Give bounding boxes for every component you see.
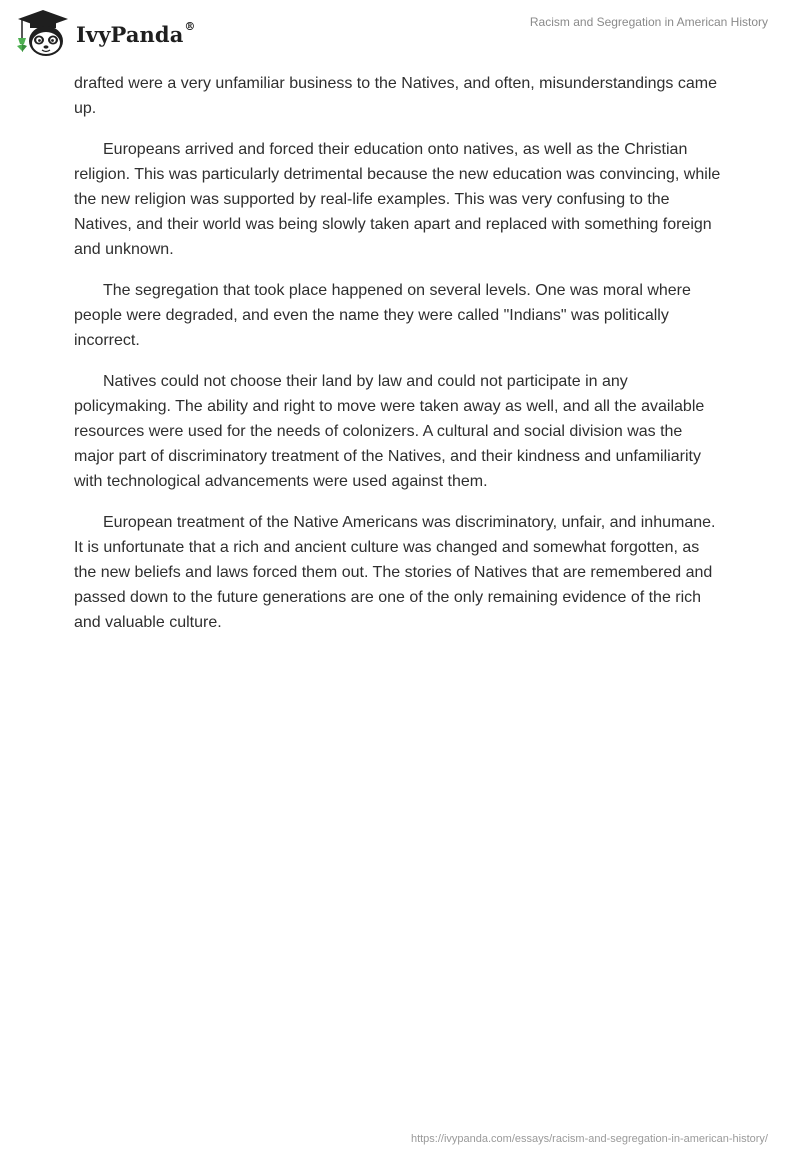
panda-graduate-icon xyxy=(14,8,72,58)
ivypanda-logo[interactable] xyxy=(14,8,196,58)
essay-body xyxy=(74,71,724,651)
page-header xyxy=(0,0,800,66)
paragraph-continued: drafted were a very unfamiliar business to the Natives, and often, misunderstandings came up. xyxy=(74,75,717,117)
document-title: Racism and Segregation in American History xyxy=(529,15,768,29)
paragraph: The segregation that took place happened on several levels. One was moral where people were degraded, and even the name they were called "Indians" was politically incorrect. xyxy=(74,282,691,349)
paragraph: European treatment of the Native Americans was discriminatory, unfair, and inhumane. It is unfortunate that a rich and ancient culture was changed and somewhat forgotten, as the new beliefs and laws forced them out. The stories of Natives that are remembered and passed down to the future generations are one of the only remaining evidence of the rich and valuable culture. xyxy=(74,514,716,631)
logo-wordmark: IvyPanda® xyxy=(76,19,196,47)
paragraph: Europeans arrived and forced their education onto natives, as well as the Christian religion. This was particularly detrimental because the new education was convincing, while the new religion was supported by real-life examples. This was very confusing to the Natives, and their world was being slowly taken apart and replaced with something foreign and unknown. xyxy=(74,141,721,258)
registered-mark: ® xyxy=(184,19,196,33)
source-url-link[interactable]: https://ivypanda.com/essays/racism-and-segregation-in-american-history/ xyxy=(410,1133,768,1145)
paragraph: Natives could not choose their land by law and could not participate in any policymaking. The ability and right to move were taken away as well, and all the available resources were used for the needs of colonizers. A cultural and social division was the major part of discriminatory treatment of the Natives, and their kindness and unfamiliarity with technological advancements were used against them. xyxy=(74,373,705,490)
